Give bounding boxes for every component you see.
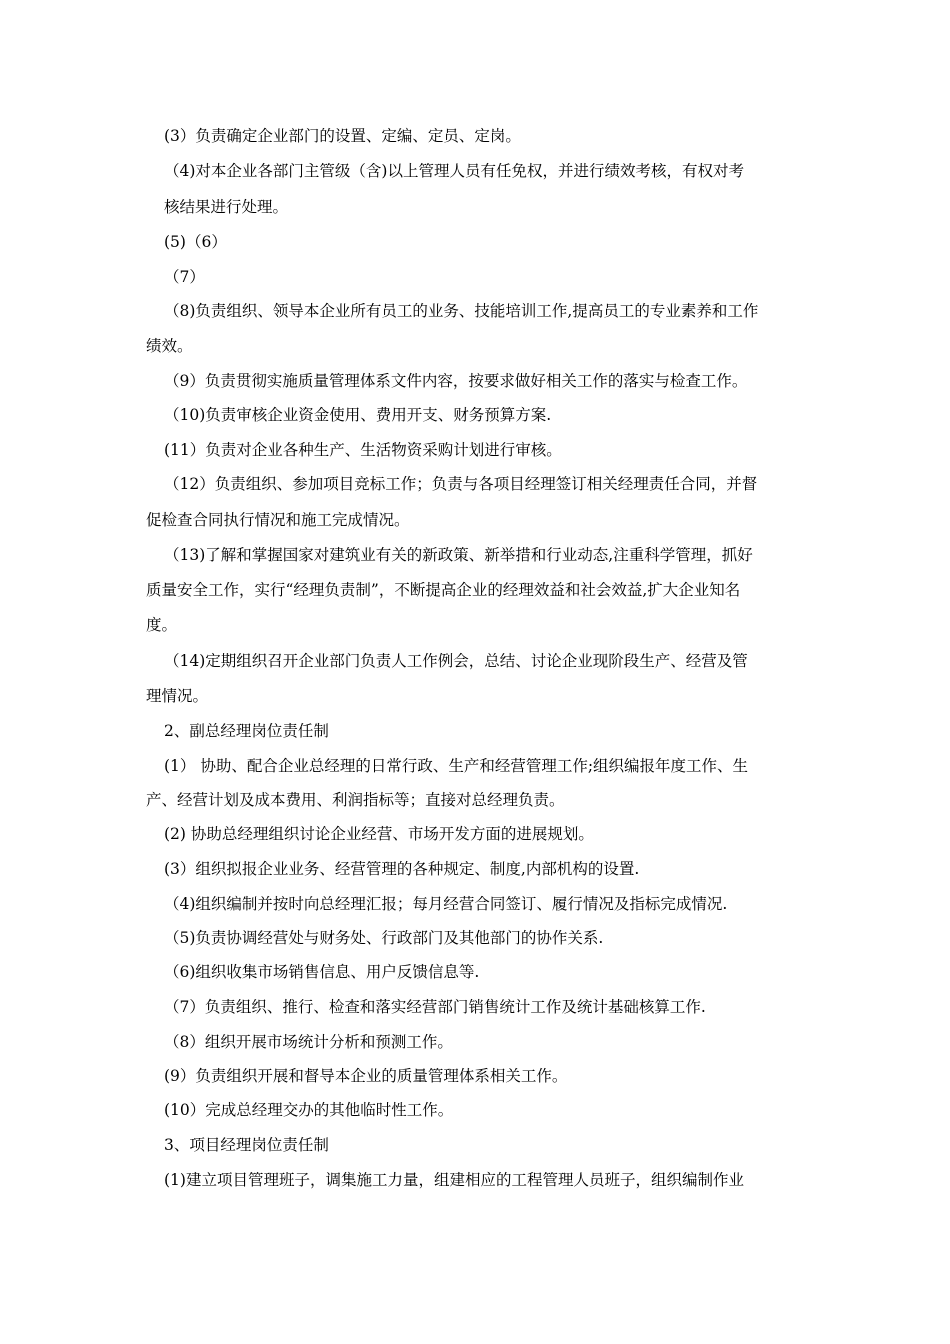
paragraph-line: （8)负责组织、领导本企业所有员工的业务、技能培训工作,提高员工的专业素养和工作 <box>164 302 759 320</box>
paragraph-line: （6)组织收集市场销售信息、用户反馈信息等. <box>164 963 480 981</box>
paragraph-line: （10)负责审核企业资金使用、费用开支、财务预算方案. <box>164 406 552 424</box>
paragraph-line: （4)组织编制并按时向总经理汇报；每月经营合同签订、履行情况及指标完成情况. <box>164 895 728 913</box>
section-heading: 2、副总经理岗位责任制 <box>164 722 329 740</box>
paragraph-line: (3）组织拟报企业业务、经营管理的各种规定、制度,内部机构的设置. <box>164 860 640 878</box>
paragraph-line: (9）负责组织开展和督导本企业的质量管理体系相关工作。 <box>164 1067 568 1085</box>
paragraph-line: （14)定期组织召开企业部门负责人工作例会，总结、讨论企业现阶段生产、经营及管 <box>164 652 748 670</box>
paragraph-line: （7） <box>164 268 205 286</box>
paragraph-line: （12）负责组织、参加项目竞标工作；负责与各项目经理签订相关经理责任合同，并督 <box>164 475 758 493</box>
paragraph-line: (1） 协助、配合企业总经理的日常行政、生产和经营管理工作;组织编报年度工作、生 <box>164 757 749 775</box>
paragraph-line: （8）组织开展市场统计分析和预测工作。 <box>164 1033 453 1051</box>
paragraph-line: (3）负责确定企业部门的设置、定编、定员、定岗。 <box>164 127 521 145</box>
section-heading: 3、项目经理岗位责任制 <box>164 1136 329 1154</box>
paragraph-line: （9）负责贯彻实施质量管理体系文件内容，按要求做好相关工作的落实与检查工作。 <box>164 372 748 390</box>
paragraph-line: (5)（6） <box>164 233 227 251</box>
paragraph-line: 质量安全工作，实行“经理负责制”，不断提高企业的经理效益和社会效益,扩大企业知名 <box>146 581 741 599</box>
paragraph-line: （7）负责组织、推行、检查和落实经营部门销售统计工作及统计基础核算工作. <box>164 998 706 1016</box>
paragraph-line: （5)负责协调经营处与财务处、行政部门及其他部门的协作关系. <box>164 929 604 947</box>
paragraph-line: 度。 <box>146 616 178 634</box>
paragraph-line: 核结果进行处理。 <box>164 198 289 216</box>
paragraph-line: (1)建立项目管理班子，调集施工力量，组建相应的工程管理人员班子，组织编制作业 <box>164 1171 744 1189</box>
paragraph-line: (10）完成总经理交办的其他临时性工作。 <box>164 1101 454 1119</box>
paragraph-line: (2) 协助总经理组织讨论企业经营、市场开发方面的进展规划。 <box>164 825 594 843</box>
paragraph-line: （13)了解和掌握国家对建筑业有关的新政策、新举措和行业动态,注重科学管理，抓好 <box>164 546 753 564</box>
paragraph-line: 产、经营计划及成本费用、利润指标等；直接对总经理负责。 <box>146 791 565 809</box>
paragraph-line: 促检查合同执行情况和施工完成情况。 <box>146 511 410 529</box>
paragraph-line: (11）负责对企业各种生产、生活物资采购计划进行审核。 <box>164 441 562 459</box>
paragraph-line: （4)对本企业各部门主管级（含)以上管理人员有任免权，并进行绩效考核，有权对考 <box>164 162 744 180</box>
paragraph-line: 理情况。 <box>146 687 209 705</box>
paragraph-line: 绩效。 <box>146 337 193 355</box>
